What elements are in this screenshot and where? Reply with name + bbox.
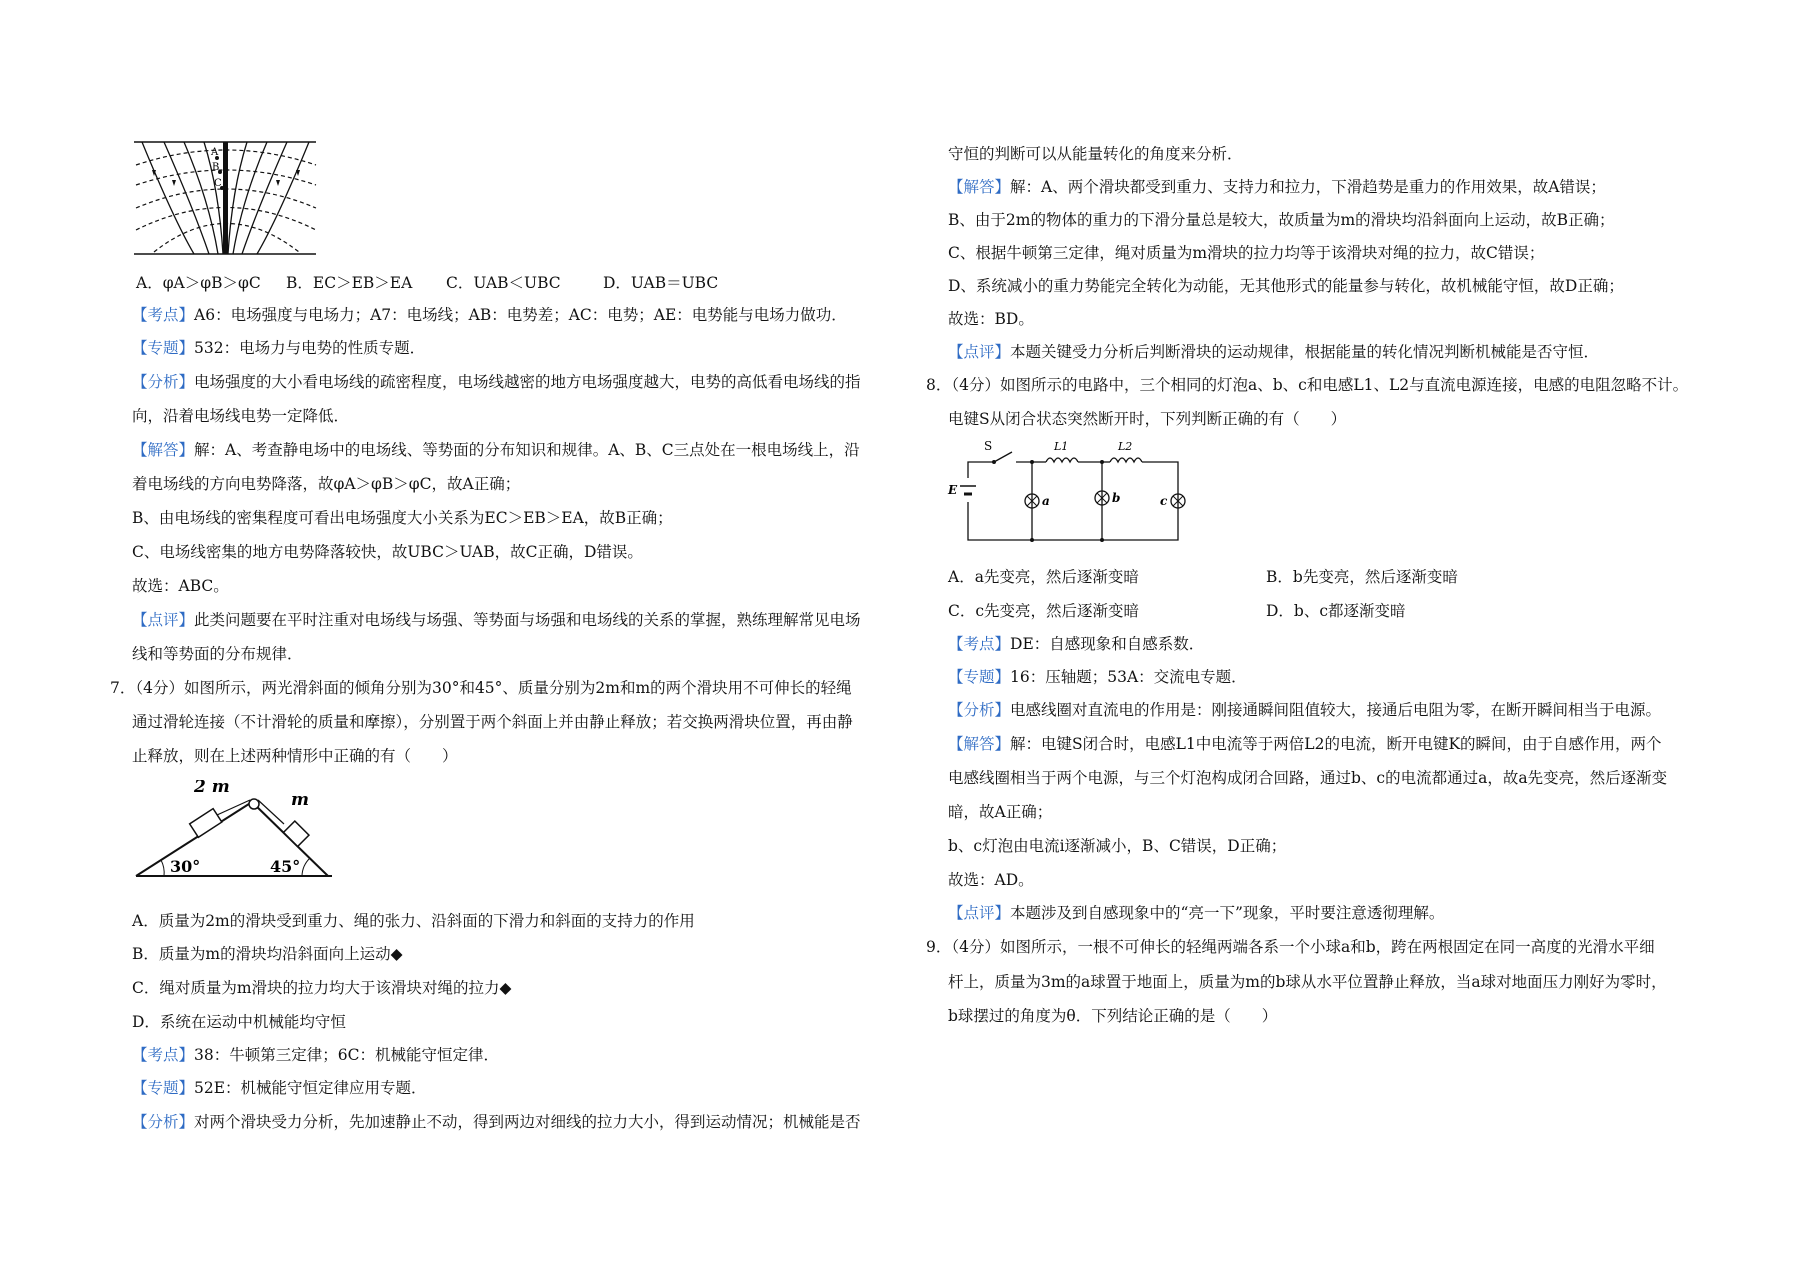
field-lines-figure [134,140,320,258]
q8-stem-2: 电键S从闭合状态突然断开时，下列判断正确的有（ ） [948,410,1347,428]
q8-kaodian: 【考点】DE：自感现象和自感系数． [948,635,1205,653]
q7-jieda-1: 【解答】解：A、两个滑块都受到重力、支持力和拉力，下滑趋势是重力的作用效果，故A错误； [948,178,1606,196]
q6-jieda-5: 故选：ABC。 [132,577,229,595]
incline-pulley-figure [134,780,334,880]
q8-option-d: D．b、c都逐渐变暗 [1266,602,1406,620]
q6-dianping-2: 线和等势面的分布规律． [132,645,303,663]
q8-jieda-1: 【解答】解：电键S闭合时，电感L1中电流等于两倍L2的电流，断开电键K的瞬间，由于自感作用，两个 [948,735,1662,753]
q6-option-a: A．φA＞φB＞φC [136,274,261,292]
q6-fenxi-1: 【分析】电场强度的大小看电场线的疏密程度，电场线越密的地方电场强度越大，电势的高低看电场线的指 [132,373,861,391]
lamp-a-label: a [1042,494,1050,508]
q6-option-d: D．UAB＝UBC [603,274,719,292]
q7-option-a: A．质量为2m的滑块受到重力、绳的张力、沿斜面的下滑力和斜面的支持力的作用 [132,912,695,930]
q8-dianping: 【点评】本题涉及到自感现象中的“亮一下”现象，平时要注意透彻理解。 [948,904,1445,922]
q6-option-c: C．UAB＜UBC [446,274,561,292]
q6-zhuanti: 【专题】532：电场力与电势的性质专题． [132,339,426,357]
label-2m: 2 m [194,780,230,797]
q8-stem-1: 8．（4分）如图所示的电路中，三个相同的灯泡a、b、c和电感L1、L2与直流电源连接，电感的电阻忽略不计。 [926,376,1689,394]
q8-jieda-5: 故选：AD。 [948,871,1034,889]
q7-dianping: 【点评】本题关键受力分析后判断滑块的运动规律，根据能量的转化情况判断机械能是否守恒． [948,343,1600,361]
q8-option-a: A．a先变亮，然后逐渐变暗 [948,568,1139,586]
q8-jieda-2: 电感线圈相当于两个电源，与三个灯泡构成闭合回路，通过b、c的电流都通过a，故a先变亮，然后逐渐变 [948,769,1668,787]
circuit-figure [946,438,1186,546]
q6-option-b: B．EC＞EB＞EA [286,274,413,292]
q9-stem-3: b球摆过的角度为θ．下列结论正确的是（ ） [948,1007,1278,1025]
q7-stem-1: 7．（4分）如图所示，两光滑斜面的倾角分别为30°和45°、质量分别为2m和m的两个滑块用不可伸长的轻绳 [110,679,852,697]
q7-fenxi-2: 守恒的判断可以从能量转化的角度来分析． [948,145,1243,163]
q8-zhuanti: 【专题】16：压轴题；53A：交流电专题． [948,668,1247,686]
q8-option-c: C．c先变亮，然后逐渐变暗 [948,602,1140,620]
q7-jieda-3: C、根据牛顿第三定律，绳对质量为m滑块的拉力均等于该滑块对绳的拉力，故C错误； [948,244,1545,262]
q7-option-d: D．系统在运动中机械能均守恒 [132,1013,346,1031]
q8-option-b: B．b先变亮，然后逐渐变暗 [1266,568,1458,586]
q8-jieda-3: 暗，故A正确； [948,803,1053,821]
q6-kaodian: 【考点】A6：电场强度与电场力；A7：电场线；AB：电势差；AC：电势；AE：电势能与电场力做功． [132,306,847,324]
q8-fenxi: 【分析】电感线圈对直流电的作用是：刚接通瞬间阻值较大，接通后电阻为零，在断开瞬间相当于电源。 [948,701,1662,719]
q7-fenxi-1: 【分析】对两个滑块受力分析，先加速静止不动，得到两边对细线的拉力大小，得到运动情况；机械能是否 [132,1113,861,1131]
q6-jieda-4: C、电场线密集的地方电势降落较快，故UBC＞UAB，故C正确，D错误。 [132,543,643,561]
angle-30-label: 30° [170,857,201,876]
source-e-label: E [948,483,958,497]
lamp-b-label: b [1112,491,1121,505]
label-m: m [291,790,309,810]
q7-jieda-2: B、由于2m的物体的重力的下滑分量总是较大，故质量为m的滑块均沿斜面向上运动，故B正确； [948,211,1615,229]
inductor-l2-label: L2 [1118,440,1133,453]
point-b-label: B [212,162,220,173]
q7-zhuanti: 【专题】52E：机械能守恒定律应用专题． [132,1079,427,1097]
point-c-label: C [214,178,222,189]
q6-fenxi-2: 向，沿着电场线电势一定降低． [132,407,350,425]
lamp-c-label: c [1160,494,1168,508]
q9-stem-2: 杆上，质量为3m的a球置于地面上，质量为m的b球从水平位置静止释放，当a球对地面压力刚好为零时， [948,973,1667,991]
q7-stem-2: 通过滑轮连接（不计滑轮的质量和摩擦），分别置于两个斜面上并由静止释放；若交换两滑块位置，再由静 [132,713,853,731]
q6-jieda-3: B、由电场线的密集程度可看出电场强度大小关系为EC＞EB＞EA，故B正确； [132,509,673,527]
q6-dianping-1: 【点评】此类问题要在平时注重对电场线与场强、等势面与场强和电场线的关系的掌握，熟练理解常见电场 [132,611,861,629]
q8-jieda-4: b、c灯泡由电流i逐渐减小，B、C错误，D正确； [948,837,1287,855]
point-a-label: A [211,147,219,158]
q7-jieda-5: 故选：BD。 [948,310,1034,328]
q7-stem-3: 止释放，则在上述两种情形中正确的有（ ） [132,747,458,765]
q6-jieda-1: 【解答】解：A、考查静电场中的电场线、等势面的分布知识和规律。A、B、C三点处在一根电场线上，沿 [132,441,860,459]
q7-kaodian: 【考点】38：牛顿第三定律；6C：机械能守恒定律． [132,1046,499,1064]
angle-45-label: 45° [270,857,301,876]
q7-jieda-4: D、系统减小的重力势能完全转化为动能，无其他形式的能量参与转化，故机械能守恒，故D正确； [948,277,1624,295]
inductor-l1-label: L1 [1054,440,1069,453]
q9-stem-1: 9．（4分）如图所示，一根不可伸长的轻绳两端各系一个小球a和b，跨在两根固定在同一高度的光滑水平细 [926,938,1655,956]
q7-option-b: B．质量为m的滑块均沿斜面向上运动◆ [132,945,403,963]
q7-option-c: C．绳对质量为m滑块的拉力均大于该滑块对绳的拉力◆ [132,979,512,997]
switch-s-label: S [984,439,993,453]
q6-jieda-2: 着电场线的方向电势降落，故φA＞φB＞φC，故A正确； [132,475,521,493]
